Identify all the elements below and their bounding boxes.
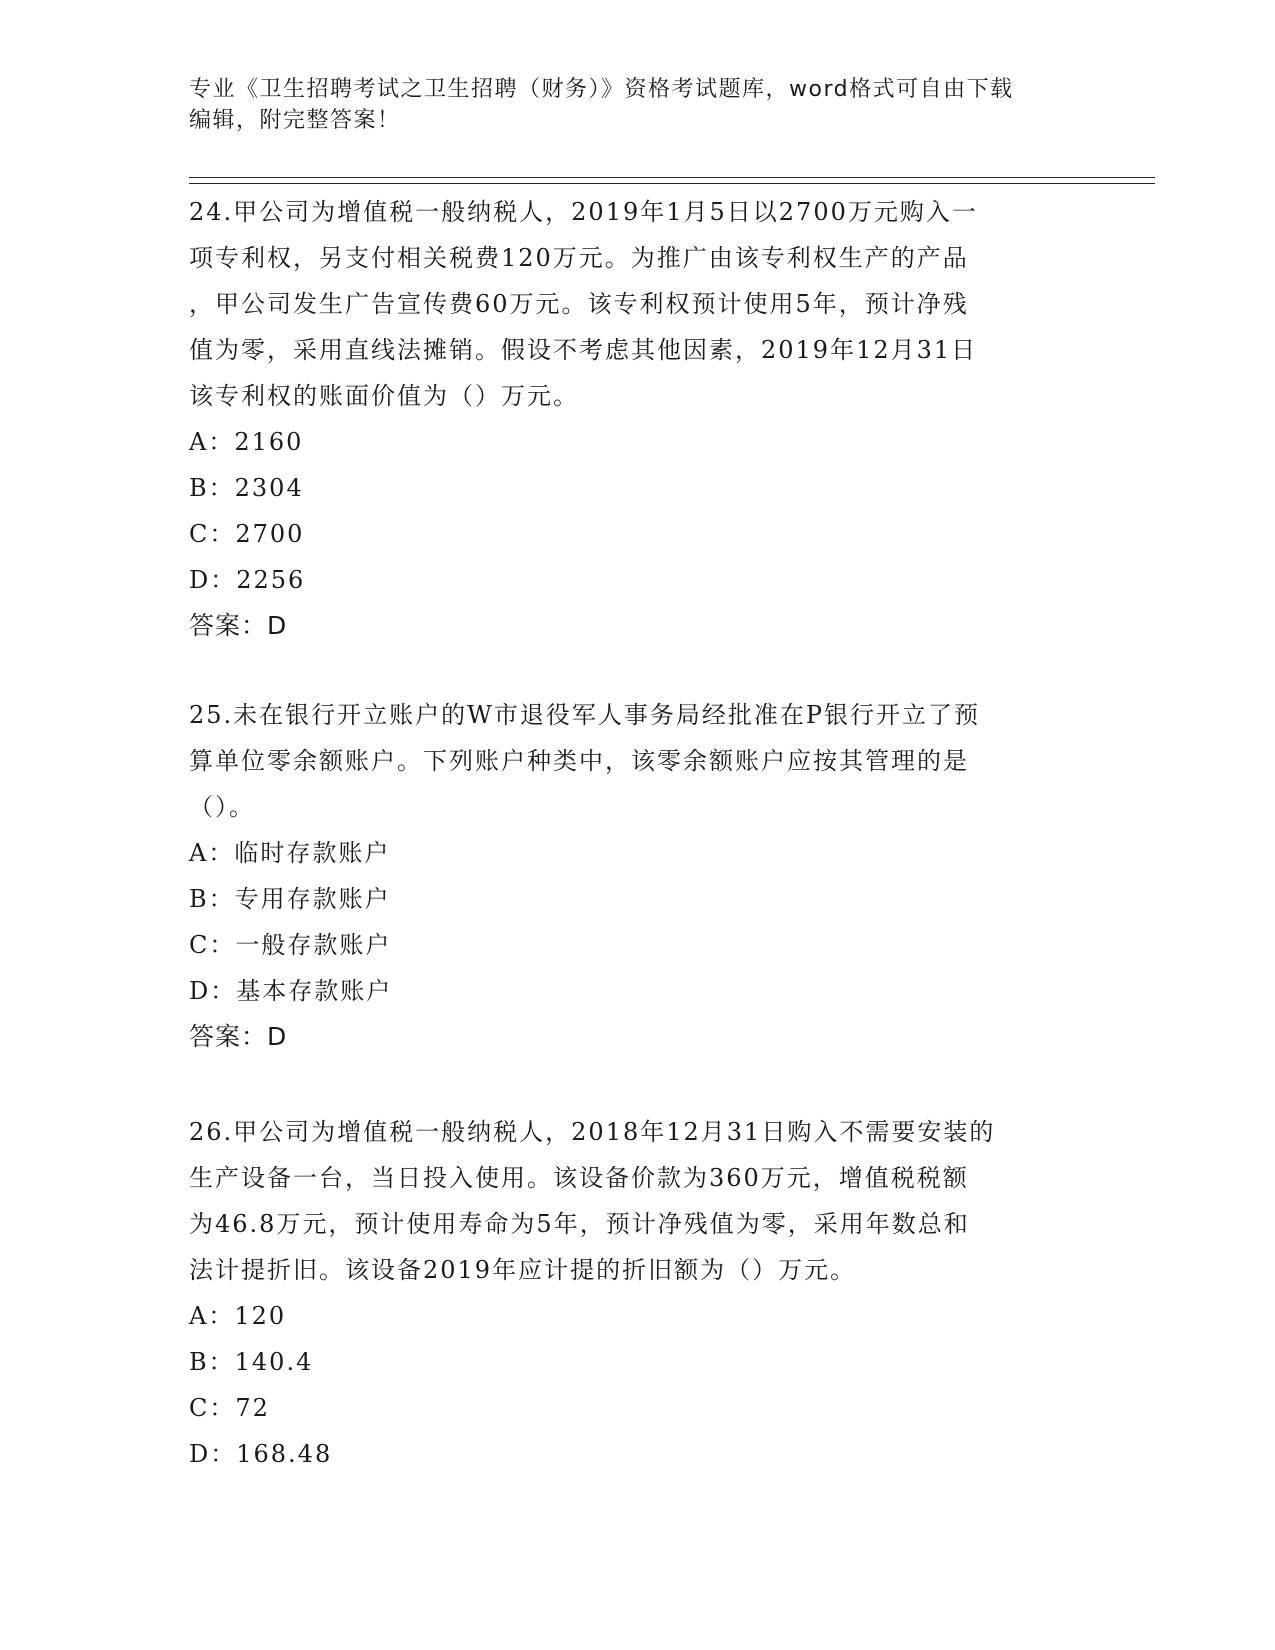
stem-line: 值为零，采用直线法摊销。假设不考虑其他因素，2019年12月31日 [189,336,978,364]
option-d: D：168.48 [189,1440,333,1468]
option-c: C：72 [189,1394,270,1422]
answer: 答案：D [189,611,288,640]
option-c: C：2700 [189,520,305,548]
option-a: A：2160 [189,428,304,456]
stem-line: 26.甲公司为增值税一般纳税人，2018年12月31日购入不需要安装的 [189,1118,996,1146]
header-line-2: 编辑，附完整答案！ [189,108,401,133]
stem-line: 为46.8万元，预计使用寿命为5年，预计净残值为零，采用年数总和 [189,1210,970,1238]
option-b: B：140.4 [189,1348,314,1376]
stem-line: 算单位零余额账户。下列账户种类中，该零余额账户应按其管理的是 [189,747,969,775]
stem-line: 24.甲公司为增值税一般纳税人，2019年1月5日以2700万元购入一 [189,198,978,226]
header-divider-top [189,177,1155,178]
option-c: C：一般存款账户 [189,931,392,959]
answer: 答案：D [189,1022,288,1051]
stem-line: ，甲公司发生广告宣传费60万元。该专利权预计使用5年，预计净残 [189,290,969,318]
option-b: B：专用存款账户 [189,885,391,913]
stem-line: 法计提折旧。该设备2019年应计提的折旧额为（）万元。 [189,1256,857,1284]
option-d: D：基本存款账户 [189,977,393,1005]
stem-line: 项专利权，另支付相关税费120万元。为推广由该专利权生产的产品 [189,244,969,272]
question-24 [189,189,1089,649]
question-stem [189,189,1089,419]
question-stem [189,1109,1089,1293]
option-a: A：120 [189,1302,287,1330]
option-a: A：临时存款账户 [189,839,391,867]
option-b: B：2304 [189,474,304,502]
header-line-1: 专业《卫生招聘考试之卫生招聘（财务）》资格考试题库，word格式可自由下载 [189,77,1014,102]
document-header [189,74,1089,136]
header-divider-bottom [189,183,1155,184]
stem-line: 该专利权的账面价值为（）万元。 [189,382,579,410]
question-25 [189,692,1089,1060]
question-stem [189,692,1089,830]
question-26 [189,1109,1089,1477]
stem-line: （）。 [189,793,255,821]
stem-line: 25.未在银行开立账户的W市退役军人事务局经批准在P银行开立了预 [189,701,980,729]
option-d: D：2256 [189,566,306,594]
stem-line: 生产设备一台，当日投入使用。该设备价款为360万元，增值税税额 [189,1164,969,1192]
